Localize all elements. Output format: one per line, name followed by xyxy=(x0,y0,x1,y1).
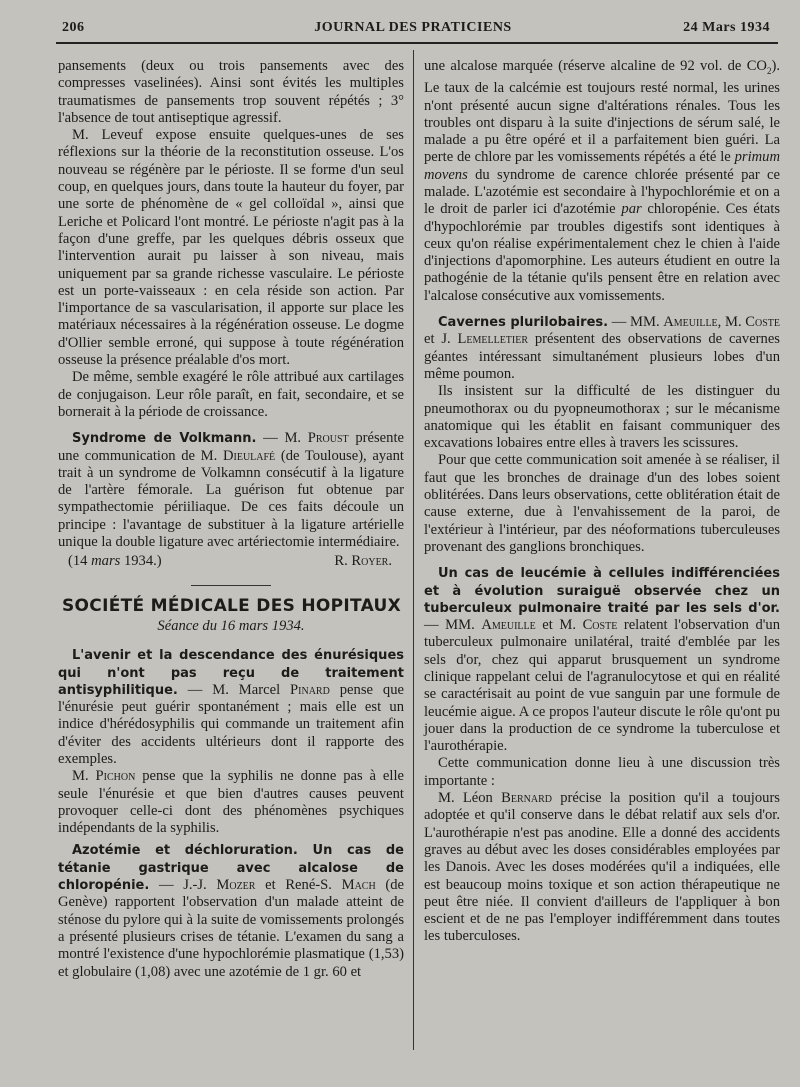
author-name: Proust xyxy=(307,430,349,447)
author-name: M. Pichon xyxy=(72,768,136,785)
paragraph: M. Leveuf expose ensuite quelques-unes de ses réflexions sur la théorie de la reconstitution osseuse. L'os nouveau se régénère par le périoste. Il se forme d'un seul coup, en quelques jours, dans toute la hauteur du foyer, par une sorte de phénomène de « gel colloïdal », ainsi que Leriche et Policard l'ont montré. Le périoste n'agit pas à la façon d'une greffe, par les quelques débris osseux que l'intervention aurait pu laisser à son niveau, mais uniquement par sa grande richesse vasculaire. Le périoste est un porte-vaisseaux : en cela réside son action. Par l'importance de sa vascularisation, il apporte sur place les matériaux nécessaires à la régénération osseuse. Le dogme d'Ollier semble erroné, qui suppose à toute régénération osseuse la présence préalable d'os mort. xyxy=(58,127,404,369)
left-column xyxy=(58,58,404,981)
report-author: R. Royer. xyxy=(334,553,392,570)
author-name: Mach xyxy=(341,877,376,894)
section-title: Cavernes plurilobaires. xyxy=(438,315,609,331)
author-name: Coste xyxy=(582,617,618,634)
author-name: Mozer xyxy=(216,877,256,894)
paragraph: Ils insistent sur la difficulté de les distinguer du pneumothorax ou du pyopneumothorax ; sur le mécanisme anatomique qui les établit en faisant communiquer des excavations lobaires entre elles à travers les scissures. xyxy=(424,383,780,452)
author-name: Lemelletier xyxy=(457,331,529,348)
header-rule xyxy=(56,42,778,44)
section-separator xyxy=(191,585,271,586)
leucemie-section: Un cas de leucémie à cellules indifférenciées et à évolution suraiguë observée chez un tuberculeux pulmonaire traité par les sels d'or. — MM. Ameuille et M. Coste relatent l'observation d'un tuberculeux pulmonaire unilatéral, traité d'emblée par les sels d'or, chez qui apparut brusquement un syndrome clinique rappelant celui de l'agranulocytose et qui en réalité se caractérisait au point de vue sanguin par une formule de leucémie aigue. A ce propos l'auteur discute le rôle qu'ont pu jouer dans la production de ce syndrome la tuberculose et l'aurothérapie. xyxy=(424,566,780,755)
running-head xyxy=(56,18,770,40)
paragraph: Pour que cette communication soit amenée à se réaliser, il faut que les bronches de drainage d'un des lobes soient oblitérées. Dans leurs observations, cette oblitération était de cause externe, due à l'envahissement de la paroi, de l'extérieur à l'intérieur, par des néoformations tuberculeuses provenant des ganglions bronchiques. xyxy=(424,452,780,555)
paragraph: De même, semble exagéré le rôle attribué aux cartilages de conjugaison. Leur rôle paraît, en fait, secondaire, et se bornerait à la période de croissance. xyxy=(58,369,404,420)
paragraph: une alcalose marquée (réserve alcaline de 92 vol. de $CO_2$). Le taux de la calcémie est toujours resté normal, les urines n'ont présenté aucun signe d'altérations rénales. Tous les troubles ont disparu à la suite d'injections de sérum salé, le malade a pu être opéré et il a parfaitement bien guéri. La perte de chlore par les vomissements répétés a été le primum movens du syndrome de carence chlorée présenté par ce malade. L'azotémie est secondaire à l'hypochlorémie et on a le droit de parler ici d'azotémie par chloropénie. Ces états d'hypochlorémie par troubles digestifs sont identiques à ceux qu'on réalise expérimentalement chez le chien à l'aide d'injections d'apomorphine. Les auteurs étudient en outre la pathogénie de la tétanie qu'ils pensent être en relation avec l'alcalose consécutive aux vomissements. xyxy=(424,58,780,304)
author-name: M. Leveuf xyxy=(72,127,143,144)
author-name: Dieulafé xyxy=(222,447,276,464)
issue-date: 24 Mars 1934 xyxy=(683,20,770,35)
section-title: Un cas de leucémie à cellules indifférenciées et à évolution suraiguë observée chez un tuberculeux pulmonaire traité par les sels d'or. xyxy=(424,566,780,616)
section-title: L'avenir et la descendance des énurésiques qui n'ont pas reçu de traitement antisyphilitique. xyxy=(58,648,404,698)
journal-title: JOURNAL DES PRATICIENS xyxy=(314,20,512,35)
section-title: Syndrome de Volkmann. xyxy=(72,431,257,447)
paragraph: M. Pichon pense que la syphilis ne donne pas à elle seule l'énurésie et que bien d'autres causes peuvent provoquer celle-ci dont des phénomènes psychiques indépendants de la syphilis. xyxy=(58,768,404,837)
author-name: Pinard xyxy=(290,681,330,698)
author-name: Ameuille xyxy=(481,617,536,634)
society-heading: SOCIÉTÉ MÉDICALE DES HOPITAUX xyxy=(62,595,402,616)
azotemie-section: Azotémie et déchloruration. Un cas de tétanie gastrique avec alcalose de chloropénie. — J.-J. Mozer et René-S. Mach (de Genève) rapportent l'observation d'un malade atteint de sténose du pylore qui à la suite de vomissements prolongés a présenté plusieurs crises de tétanie. L'examen du sang a montré l'existence d'une hypochlorémie plasmatique (1,53) et globulaire (1,08) avec une azotémie de 1 gr. 60 et xyxy=(58,843,404,980)
section-title: Azotémie et déchloruration. Un cas de tétanie gastrique avec alcalose de chloropénie. xyxy=(58,843,404,894)
signature-line xyxy=(58,553,404,570)
right-column xyxy=(424,58,780,946)
paragraph: pansements (deux ou trois pansements avec des compresses vaselinées). Ainsi sont évités les multiples traumatismes de pansements trop souvent répétés ; 3° l'absence de tout antiseptique agressif. xyxy=(58,58,404,126)
volkmann-section: Syndrome de Volkmann. — M. Proust présente une communication de M. Dieulafé (de Toulouse), ayant trait à un syndrome de Volkamnn consécutif à la ligature de l'artère fémorale. La guérison fut obtenue par sympathectomie périiliaque. De ces faits découle un principe : l'avantage de substituer à la ligature artérielle unique la double ligature avec artériectomie intermédiaire. xyxy=(58,430,404,551)
author-name: Coste xyxy=(745,314,780,331)
cavernes-section: Cavernes plurilobaires. — MM. Ameuille, M. Coste et J. Lemelletier présentent des observations de cavernes géantes intéressant simultanément plusieurs lobes d'un même poumon. xyxy=(424,314,780,382)
author-name: Ameuille xyxy=(663,314,718,331)
author-name: Bernard xyxy=(501,790,552,807)
paragraph: Cette communication donne lieu à une discussion très importante : xyxy=(424,755,780,789)
column-divider xyxy=(413,50,414,1050)
paragraph: M. Léon Bernard précise la position qu'il a toujours adoptée et qu'il conserve dans le débat relatif aux sels d'or. L'aurothérapie n'est pas anodine. Elle a donné des accidents graves au début avec les doses considérables employées par les Danois. Avec les doses modérées qu'il a indiquées, elle est beaucoup moins toxique et son action thérapeutique ne peut être niée. Il convient d'ailleurs de l'appliquer à bon escient et de ne pas l'employer indifféremment dans toutes les tuberculoses. xyxy=(424,790,780,945)
report-date: (14 mars 1934.) xyxy=(68,553,162,570)
enuresis-section: L'avenir et la descendance des énurésiques qui n'ont pas reçu de traitement antisyphilitique. — M. Marcel Pinard pense que l'énurésie peut guérir spontanément ; mais elle est un indice d'hérédosyphilis qui commande un traitement afin d'éviter des accidents ultérieurs dont il rapporte des exemples. xyxy=(58,648,404,767)
seance-date: Séance du 16 mars 1934. xyxy=(157,617,305,634)
page-number: 206 xyxy=(62,20,85,35)
